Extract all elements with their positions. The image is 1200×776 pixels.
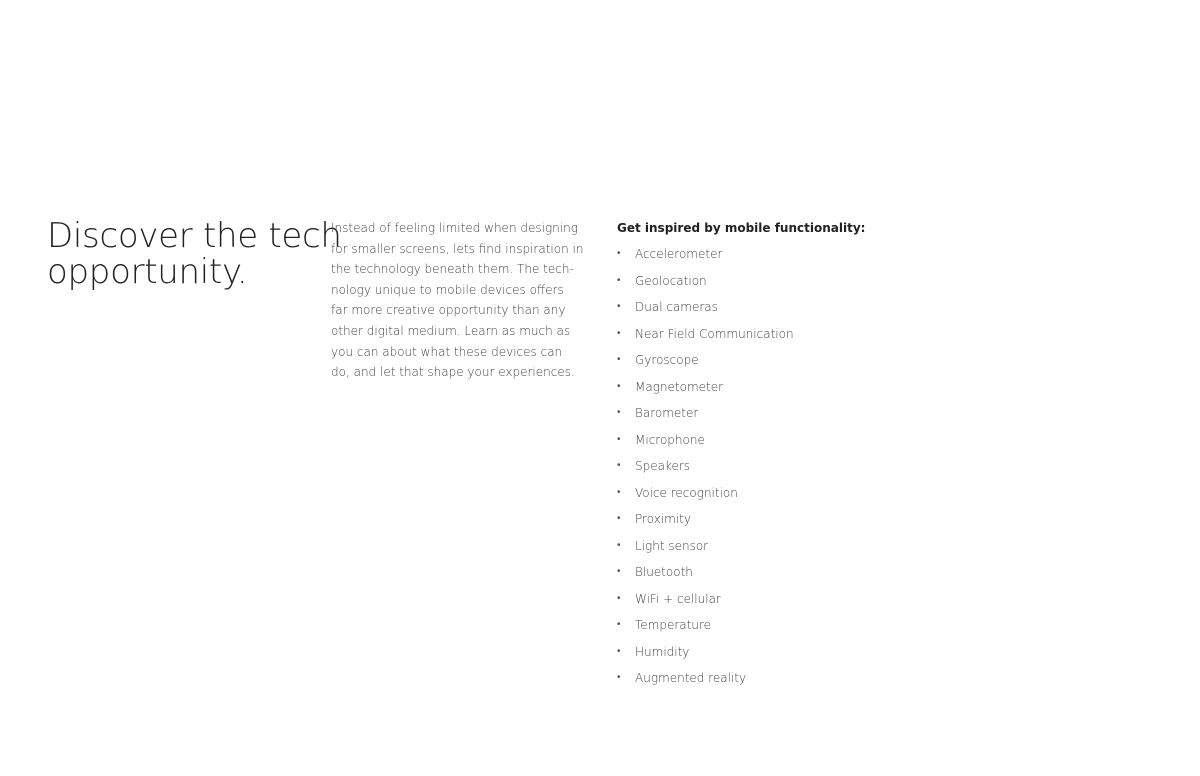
list-item xyxy=(617,536,917,563)
feature-label: Dual cameras xyxy=(635,300,718,314)
intro-line: the technology beneath them. The tech- xyxy=(331,262,574,277)
feature-label: Gyroscope xyxy=(635,353,699,367)
list-item xyxy=(617,642,917,669)
list-item xyxy=(617,377,917,404)
bullet-icon: • xyxy=(617,433,621,445)
bullet-icon: • xyxy=(617,407,621,418)
bullet-icon: • xyxy=(617,274,621,286)
bullet-icon: • xyxy=(617,327,621,339)
intro-line: do, and let that shape your experiences. xyxy=(331,365,575,380)
feature-label: Magnetometer xyxy=(635,379,724,394)
bullet-icon: • xyxy=(617,645,621,657)
page-title-line-1: Discover the tech xyxy=(47,216,342,256)
feature-label: WiFi + cellular xyxy=(635,591,721,606)
feature-label: Barometer xyxy=(635,406,699,420)
feature-label: Light sensor xyxy=(635,538,709,553)
list-item xyxy=(617,271,917,298)
feature-label: Near Field Communication xyxy=(635,326,794,341)
page-title-line-2: opportunity. xyxy=(47,252,248,292)
feature-label: Humidity xyxy=(635,644,690,659)
list-item xyxy=(617,430,917,457)
intro-line: you can about what these devices can xyxy=(331,344,563,359)
features-section xyxy=(617,218,917,695)
list-item xyxy=(617,509,917,536)
feature-label: Bluetooth xyxy=(635,565,693,579)
feature-label: Temperature xyxy=(635,618,712,632)
intro-paragraph xyxy=(331,218,584,383)
bullet-icon: • xyxy=(617,592,621,604)
feature-label: Speakers xyxy=(635,459,691,473)
list-item xyxy=(617,589,917,616)
list-item xyxy=(617,403,917,430)
list-item xyxy=(617,350,917,377)
feature-label: Microphone xyxy=(635,432,705,447)
intro-line: for smaller screens, lets find inspiration in xyxy=(331,241,584,256)
bullet-icon: • xyxy=(617,301,621,312)
list-item xyxy=(617,324,917,351)
bullet-icon: • xyxy=(617,513,621,524)
feature-label: Geolocation xyxy=(635,273,707,288)
bullet-icon: • xyxy=(617,672,621,683)
feature-list xyxy=(617,244,917,695)
feature-label: Accelerometer xyxy=(635,247,723,261)
bullet-icon: • xyxy=(617,539,621,551)
list-item xyxy=(617,244,917,271)
feature-label: Augmented reality xyxy=(635,671,747,685)
page-title xyxy=(47,216,342,292)
list-item xyxy=(617,456,917,483)
bullet-icon: • xyxy=(617,354,621,365)
list-item xyxy=(617,483,917,510)
list-item xyxy=(617,297,917,324)
features-title: Get inspired by mobile functionality: xyxy=(617,221,866,235)
bullet-icon: • xyxy=(617,460,621,471)
bullet-icon: • xyxy=(617,486,621,498)
list-item xyxy=(617,668,917,695)
intro-line: far more creative opportunity than any xyxy=(331,303,566,318)
intro-line: Instead of feeling limited when designing xyxy=(331,221,578,235)
bullet-icon: • xyxy=(617,566,621,577)
bullet-icon: • xyxy=(617,619,621,630)
intro-line: other digital medium. Learn as much as xyxy=(331,323,571,338)
bullet-icon: • xyxy=(617,380,621,392)
list-item xyxy=(617,562,917,589)
bullet-icon: • xyxy=(617,248,621,259)
feature-label: Voice recognition xyxy=(635,485,738,500)
list-item xyxy=(617,615,917,642)
feature-label: Proximity xyxy=(635,512,691,526)
intro-line: nology unique to mobile devices offers xyxy=(331,282,564,297)
